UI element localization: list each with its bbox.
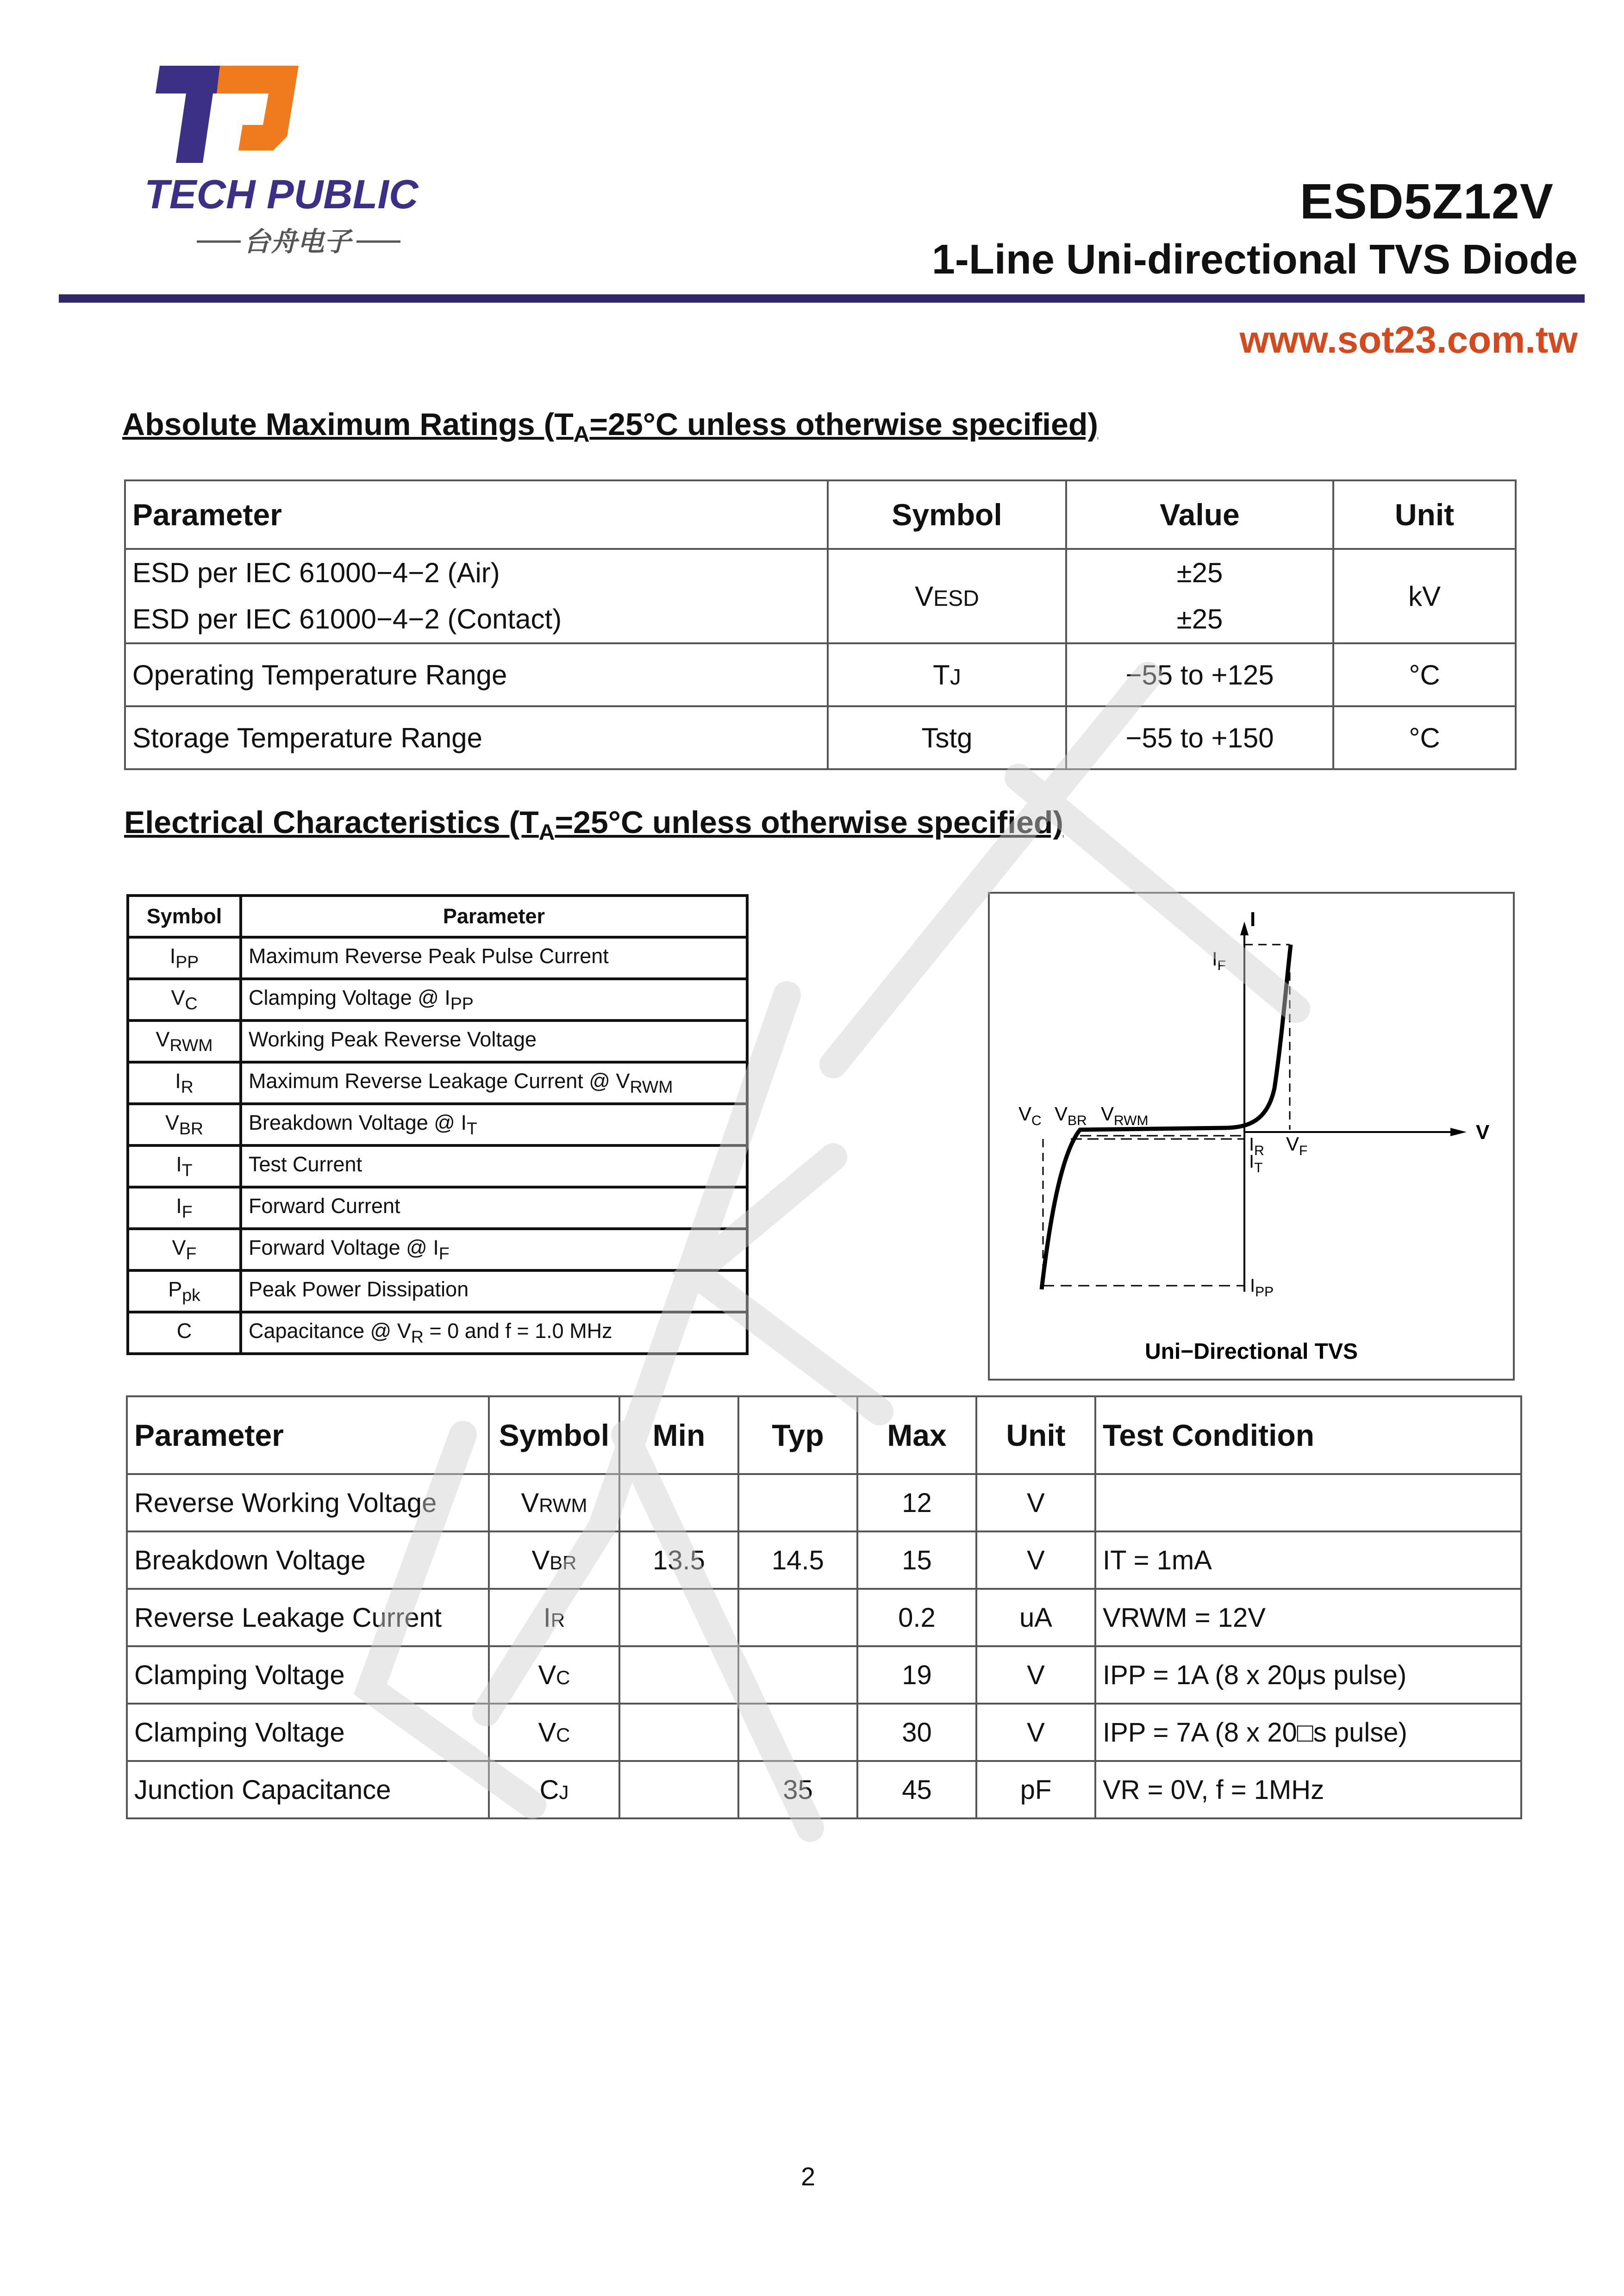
logo-text: TECH PUBLIC <box>144 171 418 217</box>
max-cell: 15 <box>857 1531 976 1589</box>
storage-temp-unit: °C <box>1333 706 1516 769</box>
table-row <box>127 1704 1521 1761</box>
max-cell: 0.2 <box>857 1589 976 1646</box>
parameter-cell: Clamping Voltage <box>127 1704 489 1761</box>
symbol-cell: $V_F$ <box>128 1229 241 1270</box>
esd-unit: kV <box>1333 549 1516 643</box>
symbol-table-row <box>128 1145 747 1187</box>
parameter-cell: Forward Voltage @ $I_F$ <box>241 1229 747 1270</box>
symbol-cell: VRWM <box>489 1474 619 1531</box>
col-header-symbol: Symbol <box>828 480 1066 549</box>
parameter-cell: Junction Capacitance <box>127 1761 489 1818</box>
parameter-cell: Reverse Working Voltage <box>127 1474 489 1531</box>
typ-cell <box>738 1589 857 1646</box>
symbol-cell: VC <box>489 1646 619 1704</box>
symbol-cell: IR <box>489 1589 619 1646</box>
symbol-cell: CJ <box>489 1761 619 1818</box>
symbol-table-row <box>128 1104 747 1145</box>
test-condition-cell: IT = 1mA <box>1095 1531 1521 1589</box>
symbol-cell: $I_T$ <box>128 1145 241 1187</box>
test-condition-cell <box>1095 1474 1521 1531</box>
table-row <box>127 1589 1521 1646</box>
storage-temp-symbol: Tstg <box>828 706 1066 769</box>
table-row <box>127 1531 1521 1589</box>
symbol-table-row <box>128 1020 747 1062</box>
abs-max-title: Absolute Maximum Ratings ($T_A=25^\circ C$ unless otherwise specified) <box>122 407 1099 447</box>
symbol-table-row <box>128 1062 747 1104</box>
storage-temp-parameter: Storage Temperature Range <box>125 706 828 769</box>
table-header-row <box>128 896 747 937</box>
figure-caption: Uni−Directional TVS <box>1144 1339 1358 1364</box>
table-row <box>127 1474 1521 1531</box>
op-temp-parameter: Operating Temperature Range <box>125 643 828 706</box>
col-header-parameter: Parameter <box>127 1396 489 1474</box>
esd-param-contact: ESD per IEC 61000−4−2 (Contact) <box>132 604 562 635</box>
vrwm-label: $V_{RWM}$ <box>1101 1103 1149 1128</box>
max-cell: 45 <box>857 1761 976 1818</box>
symbol-cell: C <box>128 1312 241 1354</box>
col-header-value: Value <box>1066 480 1333 549</box>
i-axis-arrow <box>1240 921 1249 935</box>
vbr-label: $V_{BR}$ <box>1055 1103 1087 1128</box>
col-header-test-condition: Test Condition <box>1095 1396 1521 1474</box>
symbol-cell: $V_{RWM}$ <box>128 1020 241 1062</box>
table-row <box>125 643 1516 706</box>
vc-label: $V_C$ <box>1018 1103 1042 1128</box>
symbol-cell: $V_C$ <box>128 979 241 1020</box>
max-cell: 30 <box>857 1704 976 1761</box>
symbol-table-row <box>128 1312 747 1354</box>
symbol-cell: $I_R$ <box>128 1062 241 1104</box>
parameter-cell: Reverse Leakage Current <box>127 1589 489 1646</box>
op-temp-unit: °C <box>1333 643 1516 706</box>
max-cell: 19 <box>857 1646 976 1704</box>
min-cell <box>619 1474 738 1531</box>
table-header-row <box>127 1396 1521 1474</box>
esd-value <box>1066 549 1333 643</box>
symbol-cell: VC <box>489 1704 619 1761</box>
unit-cell: uA <box>976 1589 1095 1646</box>
ipp-label: $I_{PP}$ <box>1250 1276 1274 1300</box>
parameter-cell: Forward Current <box>241 1187 747 1229</box>
it-label: $I_T$ <box>1249 1151 1263 1176</box>
symbol-table-row <box>128 979 747 1020</box>
elec-char-title: Electrical Characteristics ($T_A=25^\circ C$ unless otherwise specified) <box>124 805 1064 845</box>
parameter-cell: Capacitance @ $V_R = 0$ and f = 1.0 MHz <box>241 1312 747 1354</box>
logo-subtext: 台舟电子 <box>244 226 351 257</box>
symbol-table-row <box>128 1229 747 1270</box>
v-axis-label: V <box>1476 1121 1490 1144</box>
col-header-parameter: Parameter <box>241 896 747 937</box>
unit-cell: pF <box>976 1761 1095 1818</box>
typ-cell: 14.5 <box>738 1531 857 1589</box>
min-cell <box>619 1646 738 1704</box>
parameter-cell: Maximum Reverse Peak Pulse Current <box>241 937 747 979</box>
max-cell: 12 <box>857 1474 976 1531</box>
col-header-unit: Unit <box>1333 480 1516 549</box>
col-header-symbol: Symbol <box>489 1396 619 1474</box>
unit-cell: V <box>976 1704 1095 1761</box>
symbol-cell: $I_{PP}$ <box>128 937 241 979</box>
op-temp-value: −55 to +125 <box>1066 643 1333 706</box>
min-cell <box>619 1704 738 1761</box>
esd-parameter <box>125 549 828 643</box>
esd-value-air: ±25 <box>1176 557 1223 588</box>
table-header-row <box>125 480 1516 549</box>
typ-cell <box>738 1646 857 1704</box>
col-header-parameter: Parameter <box>125 480 828 549</box>
parameter-cell: Test Current <box>241 1145 747 1187</box>
page-number: 2 <box>801 2162 816 2191</box>
document-subtitle: 1-Line Uni-directional TVS Diode <box>931 236 1578 283</box>
header-rule <box>59 294 1585 303</box>
esd-value-contact: ±25 <box>1176 604 1223 635</box>
test-condition-cell: IPP = 1A (8 x 20μs pulse) <box>1095 1646 1521 1704</box>
ir-label: $I_R$ <box>1249 1134 1264 1158</box>
parameter-cell: Clamping Voltage <box>127 1646 489 1704</box>
iv-characteristic-figure <box>988 892 1515 1381</box>
v-axis-arrow <box>1450 1128 1467 1136</box>
unit-cell: V <box>976 1531 1095 1589</box>
test-condition-cell: IPP = 7A (8 x 20□s pulse) <box>1095 1704 1521 1761</box>
col-header-typ: Typ <box>738 1396 857 1474</box>
parameter-cell: Breakdown Voltage <box>127 1531 489 1589</box>
symbol-cell: $P_{pk}$ <box>128 1270 241 1312</box>
typ-cell <box>738 1704 857 1761</box>
parameter-cell: Maximum Reverse Leakage Current @ $V_{RWM}$ <box>241 1062 747 1104</box>
col-header-symbol: Symbol <box>128 896 241 937</box>
symbol-table-row <box>128 937 747 979</box>
col-header-min: Min <box>619 1396 738 1474</box>
i-axis-label: I <box>1250 908 1256 931</box>
min-cell <box>619 1761 738 1818</box>
esd-symbol: VESD <box>828 549 1066 643</box>
parameter-cell: Working Peak Reverse Voltage <box>241 1020 747 1062</box>
test-condition-cell: VR = 0V, f = 1MHz <box>1095 1761 1521 1818</box>
test-condition-cell: VRWM = 12V <box>1095 1589 1521 1646</box>
table-row <box>127 1646 1521 1704</box>
col-header-unit: Unit <box>976 1396 1095 1474</box>
abs-max-table <box>124 479 1517 770</box>
iv-curve-diagram <box>990 894 1513 1379</box>
symbol-cell: $I_F$ <box>128 1187 241 1229</box>
typ-cell: 35 <box>738 1761 857 1818</box>
symbol-cell: $V_{BR}$ <box>128 1104 241 1145</box>
website-link[interactable]: www.sot23.com.tw <box>1239 319 1578 361</box>
unit-cell: V <box>976 1474 1095 1531</box>
part-number: ESD5Z12V <box>1299 173 1554 229</box>
symbol-cell: VBR <box>489 1531 619 1589</box>
col-header-max: Max <box>857 1396 976 1474</box>
parameter-cell: Peak Power Dissipation <box>241 1270 747 1312</box>
parameter-cell: Breakdown Voltage @ $I_T$ <box>241 1104 747 1145</box>
esd-param-air: ESD per IEC 61000−4−2 (Air) <box>132 557 500 588</box>
min-cell <box>619 1589 738 1646</box>
table-row <box>127 1761 1521 1818</box>
logo-p-shape <box>217 66 299 150</box>
parameter-cell: Clamping Voltage @ $I_{PP}$ <box>241 979 747 1020</box>
storage-temp-value: −55 to +150 <box>1066 706 1333 769</box>
typ-cell <box>738 1474 857 1531</box>
symbol-table-row <box>128 1187 747 1229</box>
if-label: $I_F$ <box>1212 948 1226 973</box>
electrical-characteristics-table <box>126 1395 1522 1819</box>
symbol-table-row <box>128 1270 747 1312</box>
table-row <box>125 706 1516 769</box>
table-row <box>125 549 1516 643</box>
unit-cell: V <box>976 1646 1095 1704</box>
min-cell: 13.5 <box>619 1531 738 1589</box>
vf-label: $V_F$ <box>1286 1133 1308 1158</box>
symbol-definition-table <box>126 894 749 1355</box>
tech-public-logo <box>139 60 440 273</box>
op-temp-symbol: TJ <box>828 643 1066 706</box>
